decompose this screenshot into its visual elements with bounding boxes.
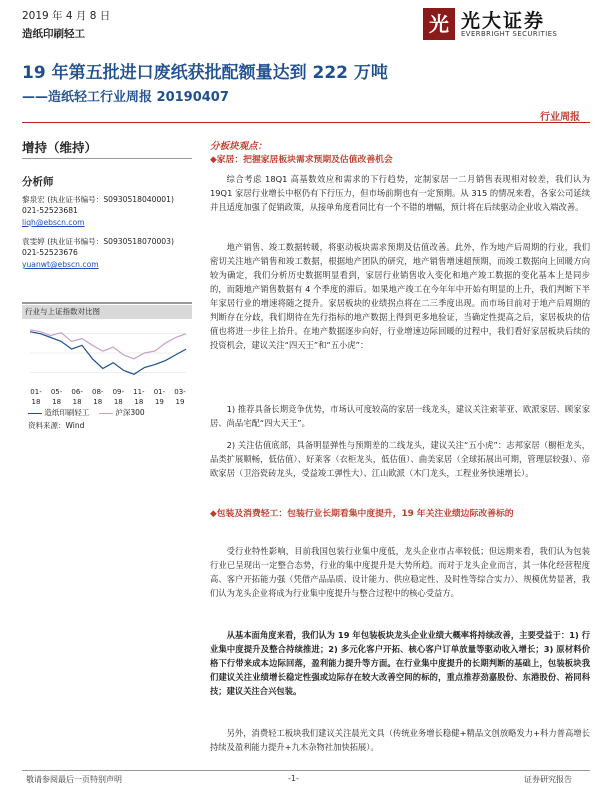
x-tick-month-6: 01- bbox=[153, 388, 166, 396]
legend-swatch-hs300 bbox=[99, 413, 113, 414]
bullet-heading-home: ◆家居：把握家居板块需求预期及估值改善机会 bbox=[210, 155, 393, 165]
x-tick-month-5: 11- bbox=[133, 388, 145, 396]
x-tick-year-6: 19 bbox=[154, 398, 164, 406]
legend-label-hs300: 沪深300 bbox=[115, 408, 145, 417]
footer-disclaimer: 敬请参阅最后一页特别声明 bbox=[26, 775, 122, 784]
paragraph-pack-1: 受行业特性影响，目前我国包装行业集中度低，龙头企业市占率较低；但远期来看，我们认为包装行业已呈现出一定整合态势，行业的集中度提升是大势所趋。而对于龙头企业而言，其一体化经营程度高、客户开拓能力强（凭借产品品质、设计能力、供应稳定性、及时性等综合实力）、规模优势显著，我们认为龙头企业将成为行业集中度提升与整合过程中的核心受益方。 bbox=[210, 546, 590, 598]
x-tick-month-4: 09- bbox=[112, 388, 125, 396]
x-tick-year-5: 18 bbox=[134, 398, 144, 406]
report-subtitle: ——造纸轻工行业周报 20190407 bbox=[22, 90, 229, 105]
company-logo bbox=[423, 6, 591, 46]
x-tick-year-2: 18 bbox=[72, 398, 82, 406]
paragraph-pack-2: 从基本面角度来看，我们认为 19 年包装板块龙头企业业绩大概率将持续改善，主要受益于：1) 行业集中度提升及整合持续推进；2) 多元化客户开拓、核心客户订单放量等驱动收入增长；3) 原材料价格下行带来成本边际回落，盈利能力提升等方面。在行业集中度提升的长期判断的基础上，包装板块我们建议关注业绩增长稳定性强或边际存在较大改善空间的标的，重点推荐劲嘉股份、东港股份、裕同科技；建议关注合兴包装。 bbox=[210, 630, 590, 696]
report-title: 19 年第五批进口废纸获批配额量达到 222 万吨 bbox=[22, 63, 388, 83]
x-tick-year-3: 18 bbox=[93, 398, 103, 406]
paragraph-pack-3: 另外，消费轻工板块我们建议关注晨光文具（传统业务增长稳健+精品文创放略发力+科力普高增长持续及盈利能力提升+九木杂物社加快拓展）。 bbox=[210, 728, 590, 752]
analyst-1-email[interactable]: liqh@ebscn.com bbox=[22, 218, 85, 227]
x-tick-year-1: 18 bbox=[52, 398, 62, 406]
analyst-1-name: 黎泉宏 (执业证书编号：S0930518040001) bbox=[22, 195, 174, 204]
paragraph-home-4: 2) 关注估值底部，具备明显弹性与预期差的二线龙头，建议关注“五小虎”：志邦家居（橱柜龙头，品类扩展顺畅，低估值）、好莱客（衣柜龙头，低估值）、曲美家居（全球拓展出可期，管理层较强）、帝欧家居（卫浴瓷砖龙头，受益竣工弹性大）、江山欧派（木门龙头，工程业务快速增长）。 bbox=[210, 440, 590, 478]
chart-source: 资料来源：Wind bbox=[28, 421, 85, 430]
analysts-heading: 分析师 bbox=[22, 176, 54, 188]
bullet-heading-packaging: ◆包装及消费轻工：包装行业长期看集中度提升，19 年关注业绩边际改善标的 bbox=[210, 509, 514, 519]
logo-text-cn: 光大证券 bbox=[461, 10, 546, 32]
paragraph-home-3: 1) 推荐具备长期竞争优势，市场认可度较高的家居一线龙头，建议关注索菲亚、欧派家居、顾家家居、尚品宅配“四大天王”。 bbox=[210, 404, 590, 428]
legend-swatch-industry bbox=[28, 413, 42, 414]
footer-report-label: 证券研究报告 bbox=[524, 775, 572, 784]
paragraph-home-1: 综合考虑 18Q1 高基数效应和需求的下行趋势，定制家居一二月销售表现相对较差，我们认为 19Q1 家居行业增长中枢仍有下行压力，但市场前期也有一定预期。从 315 的情况来看，各家公司延续并且适度加强了促销政策，从接单角度看同比有一个不错的增幅，预计将在后续驱动企业收入端改善。 bbox=[210, 174, 590, 212]
rating: 增持（维持） bbox=[22, 140, 98, 155]
paragraph-home-2: 地产销售、竣工数据转暖，将驱动板块需求预期及估值改善。此外，作为地产后周期的行业，我们密切关注地产销售和竣工数据，根据地产团队的研究，地产销售增速超预期，而竣工数据向上回暖方向较为确定，我们分析历史数据明显看到，家居行业销售收入变化和地产竣工数据的变化基本上是同步的，而随地产销售数据有 4 个季度的滞后。如果地产竣工在今年年中开始有明显的上升，我们判断下半年家居行业的增速将随之提升。家居板块的业绩拐点将在二三季度出现。而市场目前对于地产后周期的判断存在分歧，我们期待在先行指标的地产数据上得到更多地验证，当确定性提高之后，家居板块的估值也将进一步往上抬升。在地产数据逐步向好，行业增速边际回暖的过程中，我们看好家居板块后续的投资机会，建议关注“四天王”和“五小虎”： bbox=[210, 242, 590, 350]
x-tick-year-7: 19 bbox=[175, 398, 185, 406]
series-line-1 bbox=[30, 330, 186, 359]
logo-text-en: EVERBRIGHT SECURITIES bbox=[461, 30, 558, 38]
chart-legend bbox=[28, 407, 145, 418]
x-tick-month-7: 03- bbox=[174, 388, 186, 396]
x-tick-year-0: 18 bbox=[31, 398, 41, 406]
report-date: 2019 年 4 月 8 日 bbox=[22, 10, 111, 22]
industry-label: 造纸印刷轻工 bbox=[22, 28, 85, 40]
comparison-chart bbox=[22, 320, 192, 406]
analyst-2-phone: 021-52523676 bbox=[22, 248, 78, 257]
analyst-2-email[interactable]: yuanwt@ebscn.com bbox=[22, 260, 99, 269]
header-divider bbox=[22, 122, 590, 123]
x-tick-month-1: 05- bbox=[50, 388, 63, 396]
legend-label-industry: 造纸印刷轻工 bbox=[44, 408, 90, 417]
x-tick-month-2: 06- bbox=[71, 388, 83, 396]
x-tick-year-4: 18 bbox=[113, 398, 123, 406]
report-type: 行业周报 bbox=[540, 112, 580, 123]
analyst-1-phone: 021-52523681 bbox=[22, 206, 78, 215]
logo-mark-icon: 光 bbox=[423, 8, 455, 40]
x-tick-month-0: 01- bbox=[30, 388, 42, 396]
analyst-2-name: 袁雯婷 (执业证书编号：S0930518070003) bbox=[22, 237, 174, 246]
section-heading: 分板块观点： bbox=[210, 141, 268, 152]
sidebar-divider bbox=[22, 158, 192, 159]
page-number: -1- bbox=[288, 774, 299, 783]
footer-divider bbox=[22, 770, 590, 771]
x-tick-month-3: 08- bbox=[91, 388, 104, 396]
chart-title: 行业与上证指数对比图 bbox=[22, 305, 192, 319]
